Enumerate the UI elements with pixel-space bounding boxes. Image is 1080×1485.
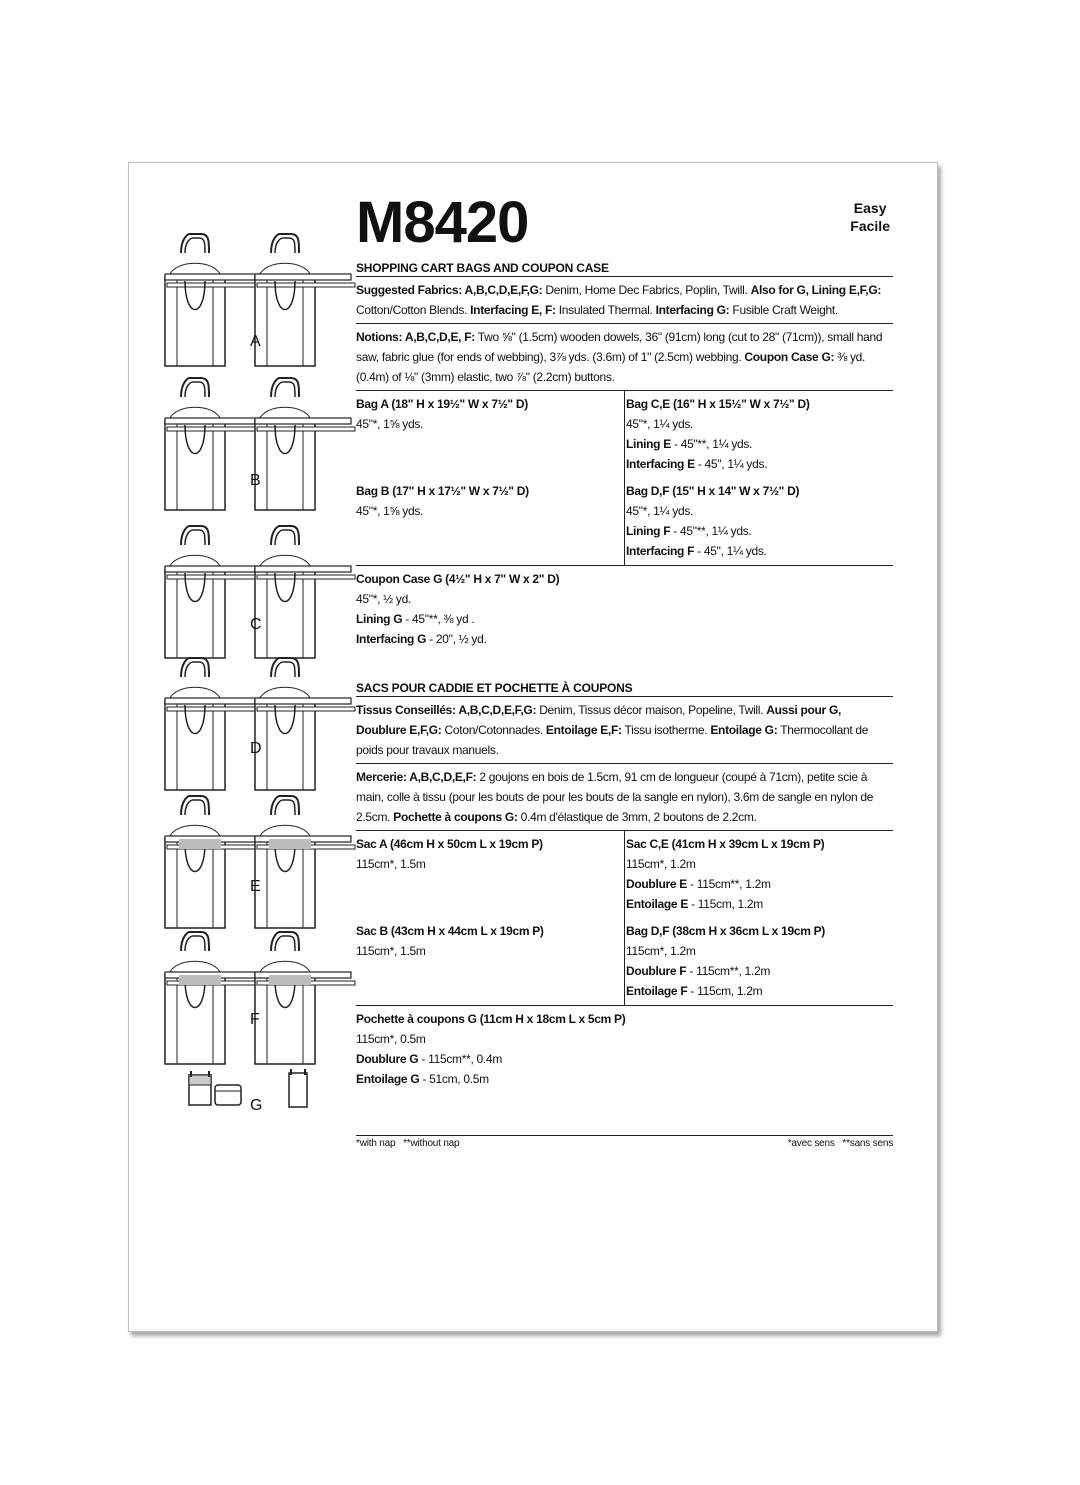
coupon-title: Coupon Case G (4½" H x 7" W x 2" D) xyxy=(356,572,560,586)
coupon-extra-value: - 51cm, 0.5m xyxy=(419,1072,489,1086)
english-notions xyxy=(356,324,893,391)
french-fabrics xyxy=(356,697,893,764)
footnote-english: *with nap **without nap xyxy=(356,1138,460,1149)
yardage-extra-label: Entoilage F xyxy=(626,984,688,998)
yardage-title: Bag D,F (15" H x 14" W x 7½" D) xyxy=(626,484,800,498)
view-d-illustration xyxy=(165,658,355,790)
coupon-line: 115cm*, 0.5m xyxy=(356,1032,426,1046)
yardage-extra-value: - 115cm, 1.2m xyxy=(688,897,763,911)
pattern-envelope-back xyxy=(128,162,938,1332)
yardage-title: Sac B (43cm H x 44cm L x 19cm P) xyxy=(356,924,544,938)
french-section xyxy=(356,680,893,1093)
notions-label: Mercerie: A,B,C,D,E,F: xyxy=(356,770,477,784)
yardage-extra-label: Doublure E xyxy=(626,877,688,891)
coupon-extra-label: Lining G xyxy=(356,612,403,626)
coupon-extra-label: Entoilage G xyxy=(356,1072,420,1086)
fabrics-label: Interfacing E, F: xyxy=(470,303,556,317)
fabrics-text: Insulated Thermal. xyxy=(555,303,656,317)
yardage-line: 115cm*, 1.2m xyxy=(626,857,696,871)
english-fabrics xyxy=(356,277,893,324)
french-coupon-case xyxy=(356,1006,893,1093)
yardage-line: 45"*, 1⅝ yds. xyxy=(356,504,424,518)
fabrics-text: Fusible Craft Weight. xyxy=(729,303,838,317)
yardage-cell xyxy=(356,831,624,918)
yardage-extra-value: - 115cm**, 1.2m xyxy=(687,877,771,891)
view-letter: F xyxy=(250,1011,260,1028)
pattern-number: M8420 xyxy=(356,190,529,255)
french-yardage-grid xyxy=(356,831,893,1006)
fabrics-label: Entoilage G: xyxy=(710,723,778,737)
fabrics-label: Tissus Conseillés: A,B,C,D,E,F,G: xyxy=(356,703,537,717)
yardage-title: Bag D,F (38cm H x 36cm L x 19cm P) xyxy=(626,924,826,938)
french-notions xyxy=(356,764,893,831)
coupon-extra-value: - 115cm**, 0.4m xyxy=(418,1052,503,1066)
fabrics-text: Coton/Cotonnades. xyxy=(441,723,546,737)
notions-label: Notions: A,B,C,D,E, F: xyxy=(356,330,475,344)
yardage-line: 45"*, 1¼ yds. xyxy=(626,504,694,518)
yardage-extra-label: Lining F xyxy=(626,524,671,538)
bag-illustrations xyxy=(129,163,329,1123)
view-letter: A xyxy=(250,333,261,350)
coupon-extra-value: - 20", ½ yd. xyxy=(426,632,487,646)
fabrics-text: Denim, Tissus décor maison, Popeline, Twill. xyxy=(536,703,767,717)
yardage-extra-value: - 115cm**, 1.2m xyxy=(686,964,771,978)
yardage-title: Bag B (17" H x 17½" W x 7½" D) xyxy=(356,484,529,498)
fabrics-label: Aussi pour G, Doublure E,F,G: xyxy=(356,703,842,737)
yardage-extra-label: Interfacing E xyxy=(626,457,695,471)
footnote-french: *avec sens **sans sens xyxy=(787,1138,893,1149)
fabrics-text: Cotton/Cotton Blends. xyxy=(356,303,471,317)
yardage-cell xyxy=(624,478,893,565)
fabrics-text: Tissu isotherme. xyxy=(621,723,711,737)
yardage-line: 115cm*, 1.2m xyxy=(626,944,696,958)
view-letter: D xyxy=(250,740,262,757)
yardage-cell xyxy=(356,391,624,478)
difficulty-english: Easy xyxy=(853,200,887,216)
view-letter: G xyxy=(250,1097,263,1114)
notions-text: 2 goujons en bois de 1.5cm, 91 cm de longueur (coupé à 71cm), petite scie à main, colle à tissu (pour les bouts de pour les bouts de la sangle en nylon), 3.6m de sangle en nylon de 2.5cm. xyxy=(356,770,874,824)
view-e-illustration xyxy=(165,796,355,928)
fabrics-label: Suggested Fabrics: A,B,C,D,E,F,G: xyxy=(356,283,543,297)
view-letter: C xyxy=(250,616,262,633)
notions-label: Pochette à coupons G: xyxy=(393,810,518,824)
yardage-cell xyxy=(624,918,893,1005)
english-coupon-case xyxy=(356,566,893,653)
coupon-extra-value: - 45"**, ⅜ yd . xyxy=(402,612,475,626)
yardage-line: 115cm*, 1.5m xyxy=(356,944,426,958)
fabrics-label: Also for G, Lining E,F,G: xyxy=(750,283,882,297)
nap-footnote xyxy=(356,1135,893,1149)
notions-label: Coupon Case G: xyxy=(744,350,835,364)
view-f-illustration xyxy=(165,932,355,1064)
english-section xyxy=(356,260,893,653)
yardage-extra-label: Entoilage E xyxy=(626,897,689,911)
yardage-extra-value: - 45"**, 1¼ yds. xyxy=(670,437,753,451)
view-g-illustration xyxy=(189,1069,307,1107)
yardage-extra-value: - 115cm, 1.2m xyxy=(687,984,763,998)
yardage-title: Bag C,E (16" H x 15½" W x 7½" D) xyxy=(626,397,810,411)
fabrics-label: Entoilage E,F: xyxy=(545,723,622,737)
notions-text: 0.4m d'élastique de 3mm, 2 boutons de 2.2cm. xyxy=(517,810,757,824)
yardage-cell xyxy=(356,918,624,1005)
view-letter: E xyxy=(250,878,261,895)
yardage-extra-value: - 45"**, 1¼ yds. xyxy=(670,524,752,538)
fabrics-text: Denim, Home Dec Fabrics, Poplin, Twill. xyxy=(542,283,751,297)
coupon-title: Pochette à coupons G (11cm H x 18cm L x 5cm P) xyxy=(356,1012,626,1026)
yardage-cell xyxy=(624,391,893,478)
view-b-illustration xyxy=(165,378,355,510)
notions-text: Two ⅝" (1.5cm) wooden dowels, 36" (91cm) long (cut to 28" (71cm)), small hand saw, fabric glue (for ends of webbing), 3⅞ yds. (3.6m) of 1" (2.5cm) webbing. xyxy=(356,330,883,364)
yardage-extra-value: - 45", 1¼ yds. xyxy=(694,457,768,471)
yardage-extra-label: Lining E xyxy=(626,437,671,451)
english-title: SHOPPING CART BAGS AND COUPON CASE xyxy=(356,260,893,277)
yardage-title: Sac C,E (41cm H x 39cm L x 19cm P) xyxy=(626,837,825,851)
yardage-cell xyxy=(624,831,893,918)
yardage-cell xyxy=(356,478,624,565)
yardage-title: Sac A (46cm H x 50cm L x 19cm P) xyxy=(356,837,543,851)
coupon-extra-label: Doublure G xyxy=(356,1052,419,1066)
view-c-illustration xyxy=(165,526,355,658)
difficulty-french: Facile xyxy=(850,218,890,234)
coupon-line: 45"*, ½ yd. xyxy=(356,592,411,606)
coupon-extra-label: Interfacing G xyxy=(356,632,427,646)
yardage-extra-value: - 45", 1¼ yds. xyxy=(694,544,767,558)
fabrics-label: Interfacing G: xyxy=(655,303,730,317)
yardage-title: Bag A (18" H x 19½" W x 7½" D) xyxy=(356,397,528,411)
view-letter: B xyxy=(250,472,261,489)
yardage-line: 45"*, 1¼ yds. xyxy=(626,417,694,431)
yardage-extra-label: Interfacing F xyxy=(626,544,695,558)
yardage-line: 115cm*, 1.5m xyxy=(356,857,426,871)
difficulty-level xyxy=(850,199,890,235)
fabrics-text: Thermocollant de poids pour travaux manuels. xyxy=(356,723,869,757)
english-yardage-grid xyxy=(356,391,893,566)
notions-text: ⅜ yd. (0.4m) of ⅛" (3mm) elastic, two ⅞" (2.2cm) buttons. xyxy=(356,350,866,384)
yardage-line: 45"*, 1⅝ yds. xyxy=(356,417,424,431)
yardage-extra-label: Doublure F xyxy=(626,964,687,978)
french-title: SACS POUR CADDIE ET POCHETTE À COUPONS xyxy=(356,680,893,697)
